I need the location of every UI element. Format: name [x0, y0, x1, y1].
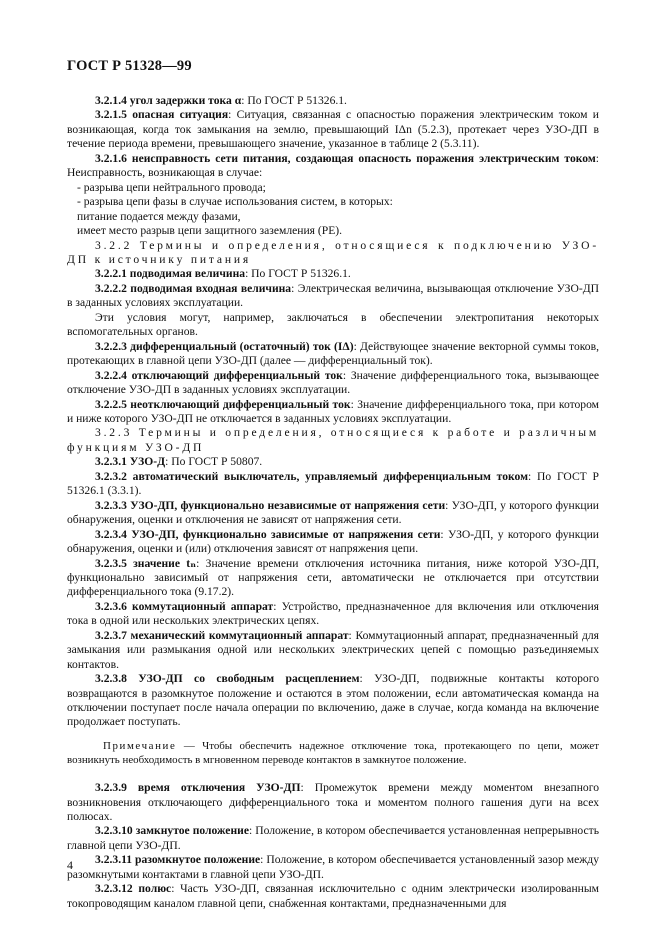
- term: 3.2.3.7 механический коммутационный аппарат: [95, 628, 349, 642]
- document-header: ГОСТ Р 51328—99: [67, 58, 192, 74]
- definition: : Значение дифференциального тока, при котором и ниже которого УЗО-ДП не отключается в заданных условиях эксплуатации.: [67, 397, 600, 425]
- definition: : Неисправность, возникающая в случае:: [67, 151, 599, 180]
- term: 3.2.3.12 полюс: [95, 882, 172, 896]
- term: 3.2.1.4 угол задержки тока α: [95, 94, 242, 107]
- term: 3.2.3.8 УЗО-ДП со свободным расцеплением: [95, 672, 360, 686]
- definition: : По ГОСТ Р 51326.1 (3.3.1).: [67, 469, 599, 498]
- term: 3.2.1.6 неисправность сети питания, создающая опасность поражения электрическим током: [95, 151, 596, 165]
- term: 3.2.3.1 УЗО-Д: [95, 455, 166, 469]
- clause-3-2-3-5: [67, 557, 599, 600]
- list-item: - разрыва цепи фазы в случае использования систем, в которых:: [77, 195, 393, 209]
- definition: : Положение, в котором обеспечивается установленная непрерывность главной цепи УЗО-ДП.: [67, 824, 599, 852]
- clause-3-2-3-7: [67, 629, 599, 672]
- definition: : По ГОСТ Р 50807.: [165, 455, 263, 469]
- term: 3.2.3.3 УЗО-ДП, функционально независимые от напряжения сети: [95, 498, 446, 512]
- note-label: Примечание: [103, 739, 177, 752]
- clause-3-2-3-9: [67, 781, 599, 824]
- clause-3-2-3-4: [67, 528, 599, 557]
- clause-3-2-2-5: [67, 398, 599, 427]
- clause-3-2-3-2: [67, 470, 599, 499]
- clause-3-2-1-6: [67, 152, 599, 181]
- definition: : Значение времени отключения источника питания, ниже которой УЗО-ДП, функционально зависимый от напряжения сети, автоматически не отключается при отсутствии дифференциального тока (9.17.2).: [67, 556, 599, 599]
- section-heading-3-2-2: 3.2.2 Термины и определения, относящиеся к подключению УЗО-ДП к источнику питания: [67, 238, 599, 266]
- note-text: — Чтобы обеспечить надежное отключение тока, протекающего по цепи, может возникнуть необходимость в мгновенном переводе контактов в замкнутое положение.: [67, 739, 599, 766]
- clause-3-2-2-2: [67, 282, 599, 311]
- definition: : Значение дифференциального тока, вызывающее отключение УЗО-ДП в заданных условиях эксплуатации.: [67, 368, 599, 397]
- clause-3-2-3-10: [67, 824, 599, 853]
- clause-3-2-2-4: [67, 369, 599, 398]
- clause-3-2-3-6: [67, 600, 599, 629]
- term: 3.2.2.4 отключающий дифференциальный ток: [95, 368, 343, 382]
- term: 3.2.3.5 значение tₙ: [95, 556, 197, 570]
- term: 3.2.3.10 замкнутое положение: [95, 824, 249, 838]
- term: 3.2.2.1 подводимая величина: [95, 267, 246, 281]
- definition: : Положение, в котором обеспечивается установленный зазор между разомкнутыми контактами в главной цепи УЗО-ДП.: [67, 853, 599, 881]
- definition: : УЗО-ДП, у которого функции обнаружения, оценки и (или) отключения зависят от напряжения цепи.: [67, 527, 599, 556]
- note: [67, 740, 599, 767]
- clause-3-2-2-3: [67, 340, 599, 369]
- section-heading-3-2-3: 3.2.3 Термины и определения, относящиеся к работе и различным функциям УЗО-ДП: [67, 426, 599, 454]
- definition: : Часть УЗО-ДП, связанная исключительно с одним электрически изолированным токопроводящим каналом главной цепи, снабженная контактами, предназначенными для: [67, 882, 599, 910]
- document-body: [67, 94, 599, 911]
- definition: : УЗО-ДП, у которого функции обнаружения, оценки и отключения не зависят от напряжения сети.: [67, 498, 599, 527]
- clause-3-2-3-3: [67, 499, 599, 528]
- definition: : Электрическая величина, вызывающая отключение УЗО-ДП в заданных условиях эксплуатации.: [67, 281, 599, 310]
- clause-text: Эти условия могут, например, заключаться в обеспечении электропитания некоторых вспомогательных органов.: [67, 310, 599, 339]
- term: 3.2.3.6 коммутационный аппарат: [95, 599, 274, 613]
- definition: : Коммутационный аппарат, предназначенный для замыкания или размыкания одной или нескольких электрических цепей с помощью разъединяемых контактов.: [67, 628, 600, 671]
- definition: : УЗО-ДП, подвижные контакты которого возвращаются в разомкнутое положение и остаются в этом положении, если автоматическая команда на отключении поступает после начала операции по включению, даже в случае, когда команда на включение продолжает поступать.: [67, 672, 599, 729]
- clause-3-2-3-12: [67, 882, 599, 911]
- term: 3.2.2.5 неотключающий дифференциальный ток: [95, 397, 351, 411]
- clause-3-2-3-11: [67, 853, 599, 882]
- term: 3.2.3.9 время отключения УЗО-ДП: [95, 781, 301, 795]
- term: 3.2.2.2 подводимая входная величина: [95, 281, 292, 295]
- clause-3-2-3-8: [67, 672, 599, 730]
- definition: : По ГОСТ Р 51326.1.: [241, 94, 347, 107]
- term: 3.2.3.4 УЗО-ДП, функционально зависимые от напряжения сети: [95, 527, 441, 541]
- definition: : Действующее значение векторной суммы токов, протекающих в главной цепи УЗО-ДП (далее — дифференциальный ток).: [67, 339, 599, 368]
- list-subitem: питание подается между фазами,: [77, 209, 241, 223]
- page-number: 4: [67, 858, 73, 872]
- definition: : Устройство, предназначенное для включения или отключения тока в одной или нескольких электрических цепях.: [67, 599, 599, 628]
- term: 3.2.2.3 дифференциальный (остаточный) ток (IΔ): [95, 339, 354, 353]
- clause-3-2-3-1: [67, 455, 599, 469]
- definition: : По ГОСТ Р 51326.1.: [245, 267, 351, 281]
- clause-3-2-1-5: [67, 108, 599, 151]
- term: 3.2.1.5 опасная ситуация: [95, 108, 229, 122]
- definition: : Промежуток времени между моментом внезапного возникновения отключающего дифференциального тока и моментом полного гашения дуги на всех полюсах.: [67, 781, 599, 824]
- list-subitem: имеет место разрыв цепи защитного заземления (PE).: [77, 224, 343, 238]
- clause-3-2-1-4: [67, 94, 599, 108]
- definition: : Ситуация, связанная с опасностью поражения электрическим током и возникающая, когда ток замыкания на землю, превышающий IΔn (5.2.3), протекает через УЗО-ДП в течение периода времени, превышающего значение, указанное в таблице 2 (5.3.11).: [67, 108, 599, 151]
- term: 3.2.3.11 разомкнутое положение: [95, 853, 261, 867]
- term: 3.2.3.2 автоматический выключатель, управляемый дифференциальным током: [95, 469, 529, 483]
- list-item: - разрыва цепи нейтрального провода;: [77, 180, 266, 194]
- clause-3-2-2-1: [67, 267, 599, 281]
